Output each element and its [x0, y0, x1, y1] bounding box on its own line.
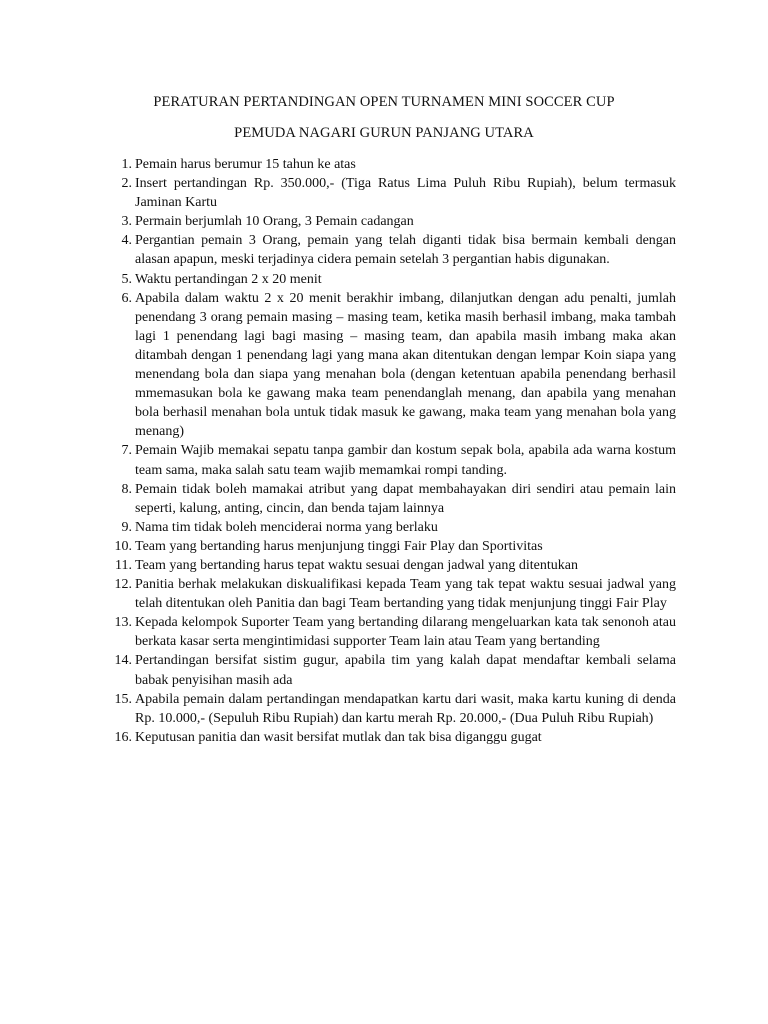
rule-item	[0, 231, 676, 269]
rule-number: 11.	[115, 557, 132, 573]
rule-text: Apabila pemain dalam pertandingan mendapatkan kartu dari wasit, maka kartu kuning di denda Rp. 10.000,- (Sepuluh Ribu Rupiah) dan kartu merah Rp. 20.000,- (Dua Puluh Ribu Rupiah)	[135, 691, 676, 726]
rule-item	[0, 270, 676, 289]
rule-text: Permain berjumlah 10 Orang, 3 Pemain cadangan	[135, 214, 414, 230]
rule-text: Pergantian pemain 3 Orang, pemain yang telah diganti tidak bisa bermain kembali dengan alasan apapun, meski terjadinya cidera pemain setelah 3 pergantian habis digunakan.	[135, 233, 676, 268]
rule-number: 4.	[121, 233, 132, 249]
rule-item	[0, 441, 676, 479]
rule-number: 16.	[114, 729, 132, 745]
rule-number: 9.	[121, 519, 132, 535]
rule-text: Apabila dalam waktu 2 x 20 menit berakhir imbang, dilanjutkan dengan adu penalti, jumlah penendang 3 orang pemain masing – masing team, ketika masih berhasil imbang, maka tambah lagi 1 penendang lagi bagi masing – masing team, dan apabila masih imbang maka akan ditambah dengan 1 penendang lagi yang mana akan ditentukan dengan lempar Koin siapa yang menendang bola dan siapa yang menahan bola (dengan ketentuan apabila penendang berhasil mmemasukan bola ke gawang maka team penendanglah menang, dan apabila yang menahan bola berhasil menahan bola untuk tidak masuk ke gawang, maka team yang menahan bola yang menang)	[135, 290, 676, 440]
rule-number: 13.	[114, 615, 132, 631]
rule-item	[0, 518, 676, 537]
rule-item	[0, 556, 676, 575]
rule-number: 6.	[121, 290, 132, 306]
rule-text: Team yang bertanding harus menjunjung tinggi Fair Play dan Sportivitas	[135, 538, 543, 554]
document-subtitle: PEMUDA NAGARI GURUN PANJANG UTARA	[234, 125, 534, 141]
rule-text: Keputusan panitia dan wasit bersifat mutlak dan tak bisa diganggu gugat	[135, 729, 542, 745]
rule-item	[0, 690, 676, 728]
rule-item	[0, 651, 676, 689]
rule-text: Nama tim tidak boleh menciderai norma yang berlaku	[135, 519, 438, 535]
rule-text: Pemain tidak boleh mamakai atribut yang dapat membahayakan diri sendiri atau pemain lain seperti, kalung, anting, cincin, dan benda tajam lainnya	[135, 481, 676, 516]
rule-item	[0, 728, 676, 747]
rule-text: Insert pertandingan Rp. 350.000,- (Tiga Ratus Lima Puluh Ribu Rupiah), belum termasuk Jaminan Kartu	[135, 176, 676, 211]
rule-number: 12.	[114, 577, 132, 593]
rule-text: Waktu pertandingan 2 x 20 menit	[135, 271, 322, 287]
rule-text: Pemain harus berumur 15 tahun ke atas	[135, 157, 356, 172]
rule-number: 8.	[121, 481, 132, 497]
rule-number: 5.	[121, 271, 132, 287]
rule-text: Kepada kelompok Suporter Team yang bertanding dilarang mengeluarkan kata tak senonoh atau berkata kasar serta mengintimidasi supporter Team lain atau Team yang bertanding	[135, 615, 676, 650]
rule-number: 2.	[121, 176, 132, 192]
rule-item	[0, 174, 676, 212]
rule-text: Team yang bertanding harus tepat waktu sesuai dengan jadwal yang ditentukan	[135, 557, 578, 573]
rule-number: 15.	[114, 691, 132, 707]
rules-list	[0, 155, 768, 747]
rule-number: 1.	[121, 157, 132, 172]
rule-item	[0, 613, 676, 651]
rule-number: 7.	[121, 443, 132, 459]
rule-text: Pertandingan bersifat sistim gugur, apabila tim yang kalah dapat mendaftar kembali selama babak penyisihan masih ada	[135, 653, 676, 688]
document-title: PERATURAN PERTANDINGAN OPEN TURNAMEN MINI SOCCER CUP	[153, 94, 615, 110]
rule-item	[0, 480, 676, 518]
rule-number: 3.	[121, 214, 132, 230]
rule-item	[0, 212, 676, 231]
rule-number: 10.	[114, 538, 132, 554]
rule-text: Panitia berhak melakukan diskualifikasi kepada Team yang tak tepat waktu sesuai jadwal yang telah ditentukan oleh Panitia dan bagi Team bertanding yang tidak menjunjung tinggi Fair Play	[135, 577, 676, 612]
rule-item	[0, 155, 676, 174]
rule-item	[0, 575, 676, 613]
rule-item	[0, 537, 676, 556]
rule-text: Pemain Wajib memakai sepatu tanpa gambir dan kostum sepak bola, apabila ada warna kostum team sama, maka salah satu team wajib memamkai rompi tanding.	[135, 443, 676, 478]
rule-number: 14.	[114, 653, 132, 669]
rule-item	[0, 289, 676, 442]
